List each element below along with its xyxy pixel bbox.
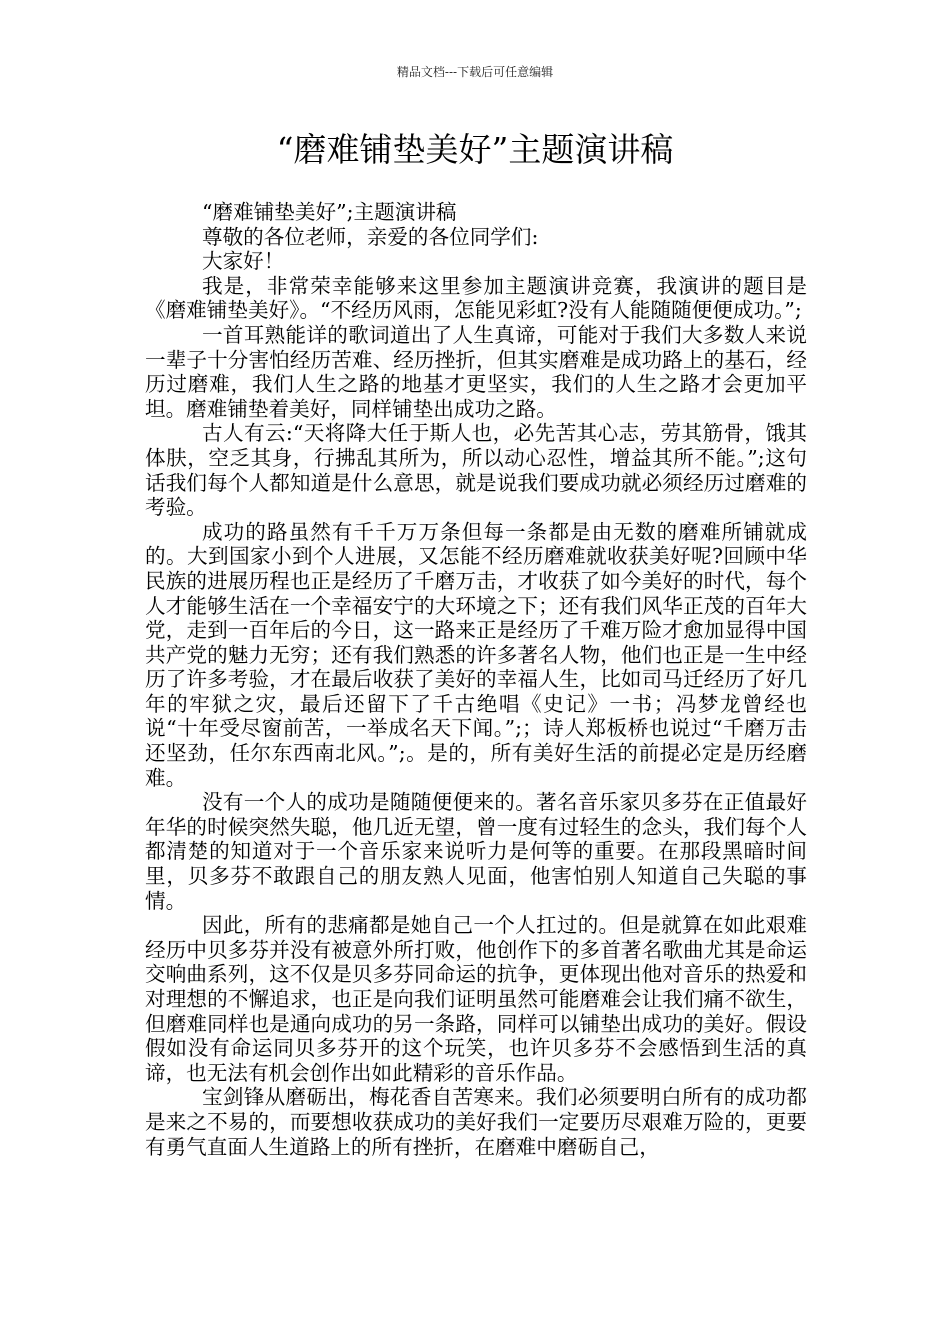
paragraph-body: 没有一个人的成功是随随便便来的。著名音乐家贝多芬在正值最好年华的时候突然失聪，他几近无望，曾一度有过轻生的念头，我们每个人都清楚的知道对于一个音乐家来说听力是何等的重要。在那段黑暗时间里，贝多芬不敢跟自己的朋友熟人见面，他害怕别人知道自己失聪的事情。 [145,790,807,913]
paragraph-introduction: 我是，非常荣幸能够来这里参加主题演讲竞赛，我演讲的题目是《磨难铺垫美好》。“不经历风雨，怎能见彩虹?没有人能随随便便成功。”; [145,273,807,323]
header-note: 精品文档---下载后可任意编辑 [396,65,554,79]
paragraph-body: 成功的路虽然有千千万万条但每一条都是由无数的磨难所铺就成的。大到国家小到个人进展，又怎能不经历磨难就收获美好呢?回顾中华民族的进展历程也正是经历了千磨万击，才收获了如今美好的时代，每个人才能够生活在一个幸福安宁的大环境之下；还有我们风华正茂的百年大党，走到一百年后的今日，这一路来正是经历了千难万险才愈加显得中国共产党的魅力无穷；还有我们熟悉的许多著名人物，他们也正是一生中经历了许多考验，才在最后收获了美好的幸福人生，比如司马迁经历了好几年的牢狱之灾，最后还留下了千古绝唱《史记》一书；冯梦龙曾经也说“十年受尽窗前苦，一举成名天下闻。”;；诗人郑板桥也说过“千磨万击还坚劲，任尔东西南北风。”;。是的，所有美好生活的前提必定是历经磨难。 [145,519,807,790]
paragraph-body: 一首耳熟能详的歌词道出了人生真谛，可能对于我们大多数人来说一辈子十分害怕经历苦难、经历挫折，但其实磨难是成功路上的基石，经历过磨难，我们人生之路的地基才更坚实，我们的人生之路才会更加平坦。磨难铺垫着美好，同样铺垫出成功之路。 [145,322,807,421]
paragraph-subtitle: “磨难铺垫美好”;主题演讲稿 [202,200,457,224]
document-body [145,200,807,1159]
paragraph-greeting: 大家好！ [202,249,285,274]
paragraph-salutation: 尊敬的各位老师，亲爱的各位同学们: [202,224,539,249]
paragraph-body: 因此，所有的悲痛都是她自己一个人扛过的。但是就算在如此艰难经历中贝多芬并没有被意外所打败，他创作下的多首著名歌曲尤其是命运交响曲系列，这不仅是贝多芬同命运的抗争，更体现出他对音乐的热爱和对理想的不懈追求，也正是向我们证明虽然可能磨难会让我们痛不欲生，但磨难同样也是通向成功的另一条路，同样可以铺垫出成功的美好。假设假如没有命运同贝多芬开的这个玩笑，也许贝多芬不会感悟到生活的真谛，也无法有机会创作出如此精彩的音乐作品。 [145,913,807,1085]
paragraph-body: 宝剑锋从磨砺出，梅花香自苦寒来。我们必须要明白所有的成功都是来之不易的，而要想收获成功的美好我们一定要历尽艰难万险的，更要有勇气直面人生道路上的所有挫折，在磨难中磨砺自己， [145,1085,807,1159]
document-title: “磨难铺垫美好”主题演讲稿 [276,130,674,169]
paragraph-body: 古人有云:“天将降大任于斯人也，必先苦其心志，劳其筋骨，饿其体肤，空乏其身，行拂乱其所为，所以动心忍性，增益其所不能。”;这句话我们每个人都知道是什么意思，就是说我们要成功就必须经历过磨难的考验。 [145,421,807,520]
